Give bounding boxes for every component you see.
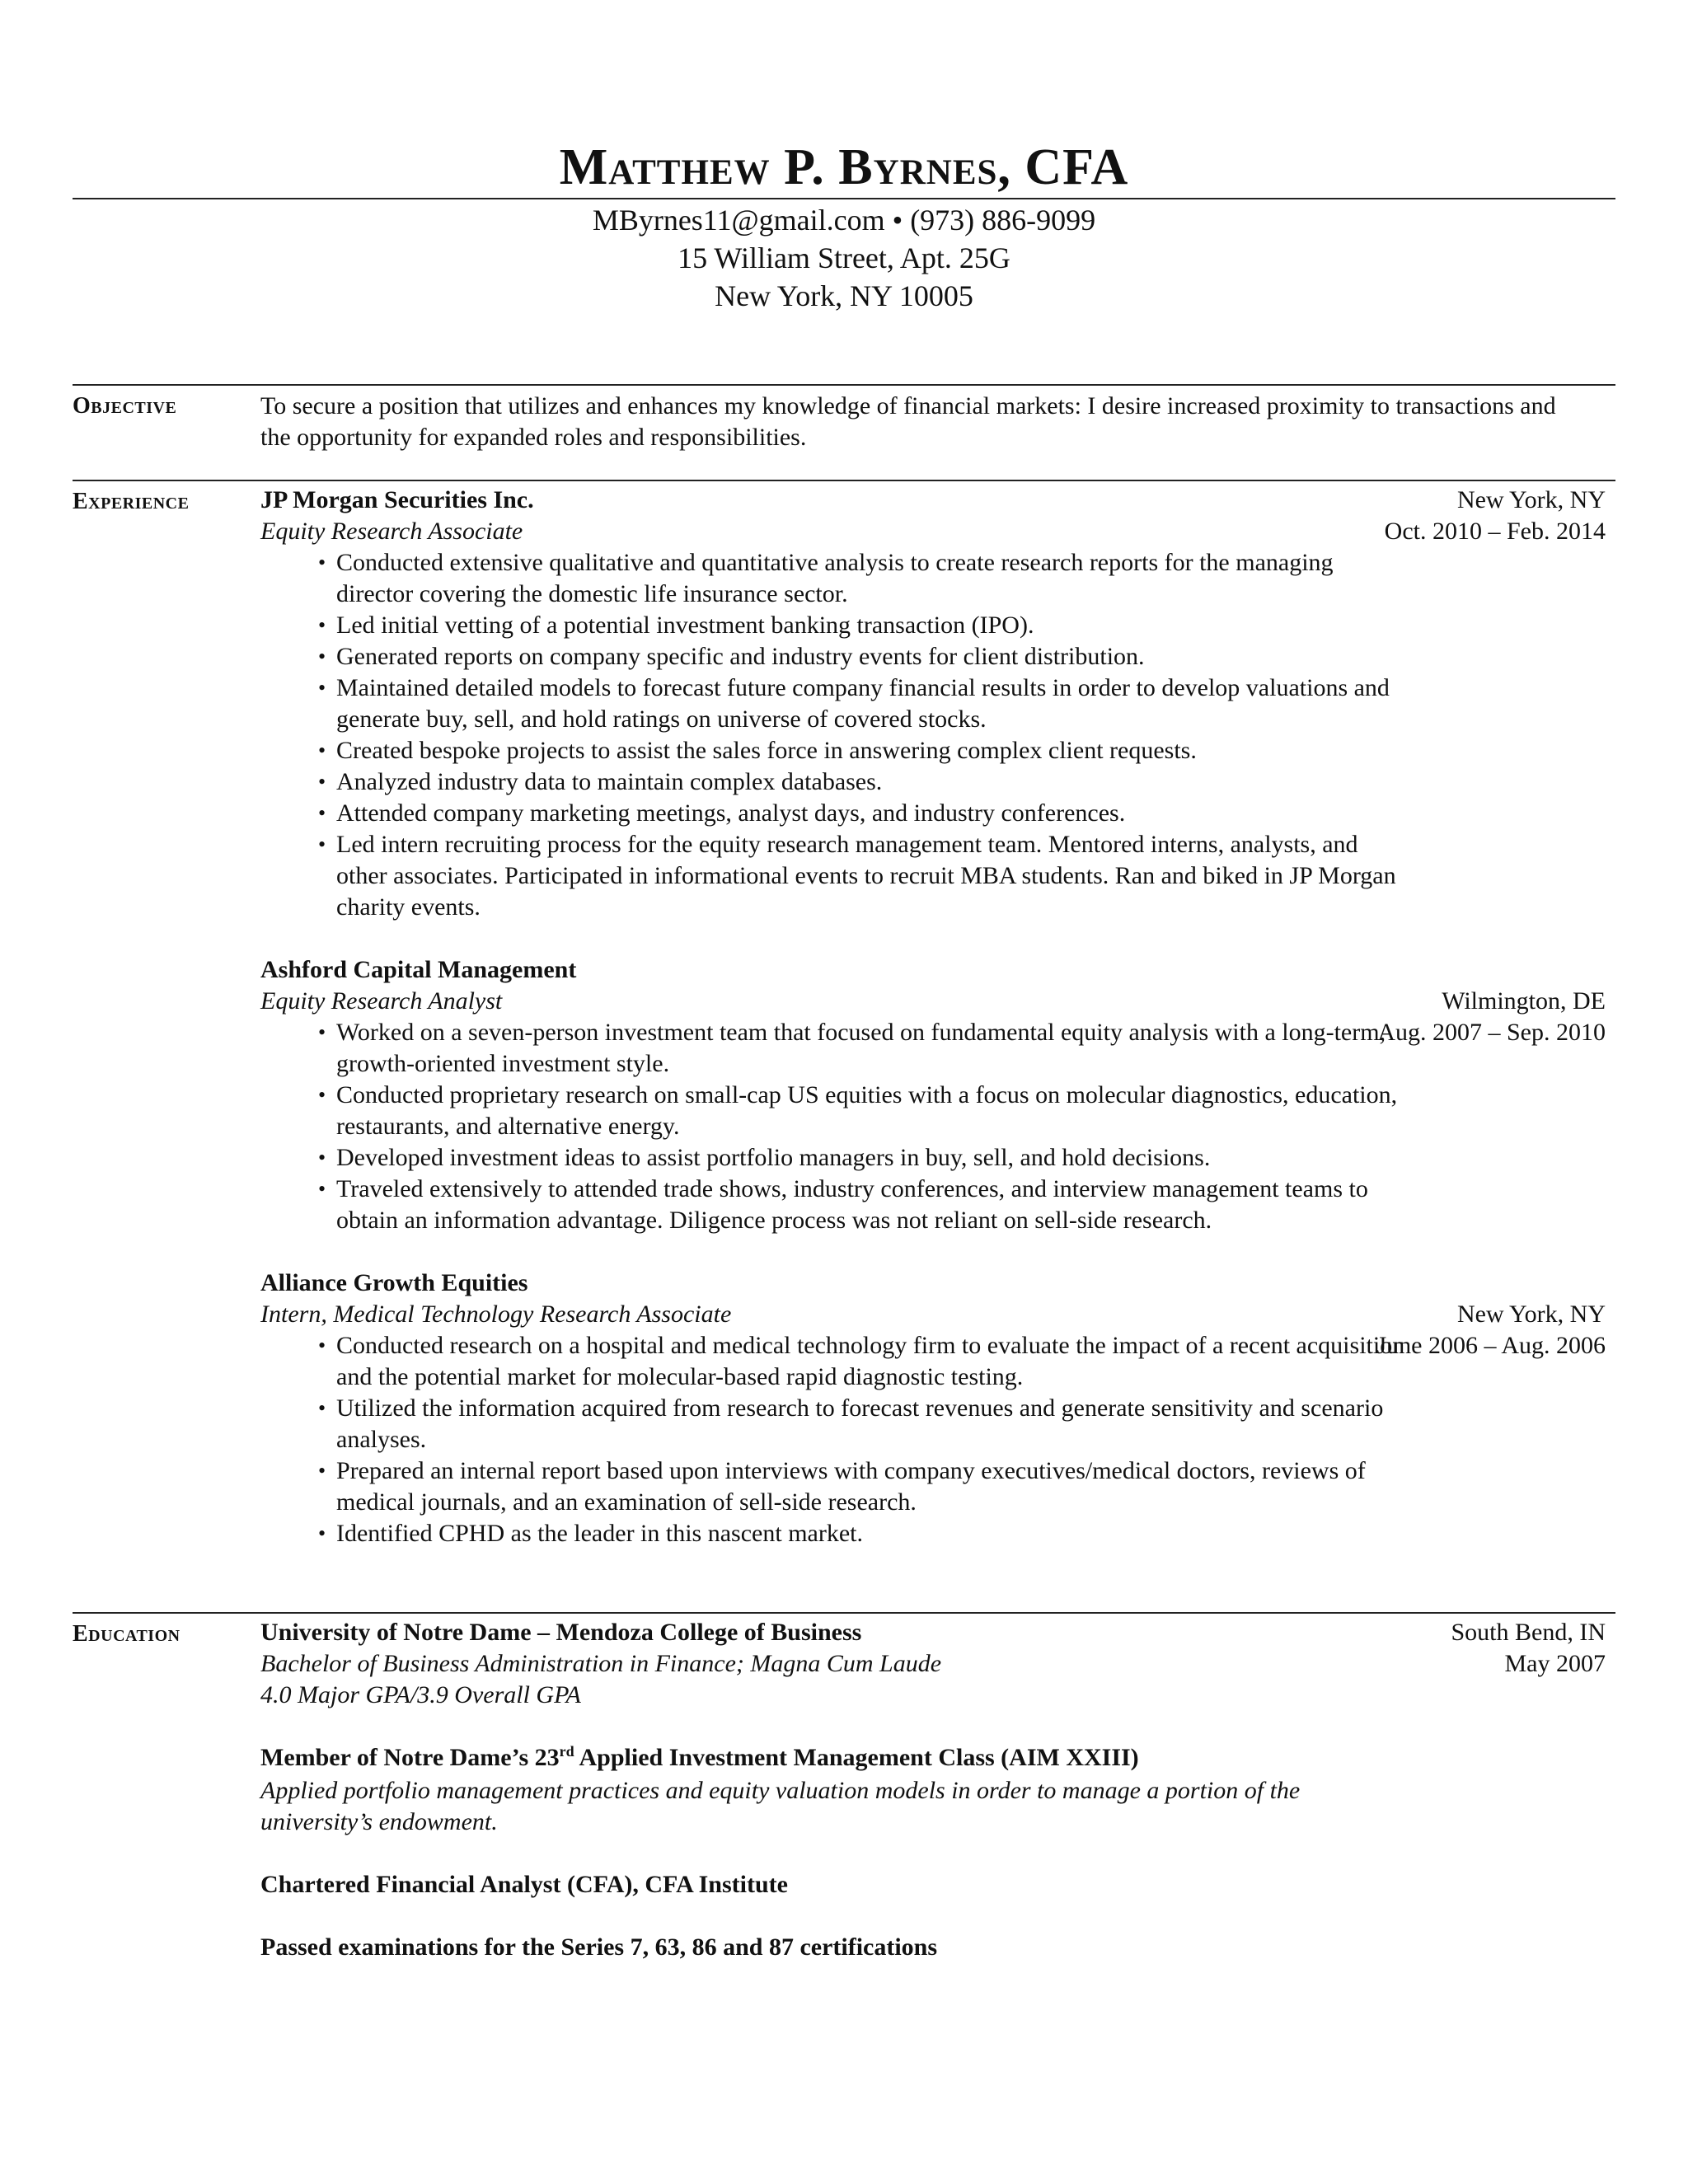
degree: Bachelor of Business Administration in Finance; Magna Cum Laude (260, 1650, 942, 1677)
bullet-item: • Led initial vetting of a potential investment banking transaction (IPO). (260, 610, 1408, 641)
candidate-name: Matthew P. Byrnes, CFA (559, 139, 1129, 195)
bullet-item: • Traveled extensively to attended trade shows, industry conferences, and interview management teams to obtain an information advantage. Diligence process was not reliant on sell-side research. (260, 1174, 1408, 1236)
job-title: Equity Research Analyst (260, 987, 503, 1015)
bullet-item: • Conducted research on a hospital and medical technology firm to evaluate the impact of a recent acquisition and the potential market for molecular-based rapid diagnostic testing. (260, 1330, 1408, 1393)
bullet-item: • Identified CPHD as the leader in this nascent market. (260, 1518, 1408, 1549)
series-certifications: Passed examinations for the Series 7, 63, 86 and 87 certifications (260, 1933, 938, 1961)
school-location: South Bend, IN (1451, 1619, 1606, 1646)
aim-heading-suffix: Applied Investment Management Class (AIM XXIII) (574, 1744, 1139, 1771)
job-bullets (260, 1017, 1612, 1236)
job-location: New York, NY (1456, 486, 1606, 513)
education-label: Education (73, 1621, 181, 1647)
experience-label: Experience (73, 489, 190, 514)
job-location: Wilmington, DE (1442, 987, 1606, 1015)
bullet-item: • Utilized the information acquired from research to forecast revenues and generate sensitivity and scenario analyses. (260, 1393, 1408, 1455)
header-divider (73, 198, 1615, 199)
job-dates: June 2006 – Aug. 2006 (1376, 1332, 1606, 1359)
bullet-item: • Created bespoke projects to assist the sales force in answering complex client requests. (260, 735, 1408, 766)
job-title: Intern, Medical Technology Research Associate (260, 1301, 732, 1328)
bullet-item: • Generated reports on company specific and industry events for client distribution. (260, 641, 1408, 673)
education-block (260, 1617, 1612, 1963)
job-bullets (260, 1330, 1612, 1549)
cfa-credential: Chartered Financial Analyst (CFA), CFA Institute (260, 1871, 788, 1898)
job-dates: Aug. 2007 – Sep. 2010 (1377, 1019, 1606, 1046)
job-company: JP Morgan Securities Inc. (260, 486, 534, 513)
education-divider (73, 1612, 1615, 1614)
bullet-item: • Developed investment ideas to assist portfolio managers in buy, sell, and hold decisions. (260, 1142, 1408, 1174)
aim-heading-superscript: rd (559, 1743, 574, 1760)
job-dates: Oct. 2010 – Feb. 2014 (1384, 518, 1606, 545)
bullet-item: • Attended company marketing meetings, analyst days, and industry conferences. (260, 798, 1408, 829)
aim-heading-prefix: Member of Notre Dame’s 23 (260, 1744, 560, 1771)
job-title: Equity Research Associate (260, 518, 523, 545)
address-line-1: 15 William Street, Apt. 25G (678, 241, 1010, 274)
objective-text: To secure a position that utilizes and enhances my knowledge of financial markets: I desire increased proximity to transactions and the opportunity for expanded roles and responsibilities. (260, 392, 1556, 451)
experience-block (260, 485, 1612, 1549)
job-bullets (260, 547, 1612, 923)
objective-label: Objective (73, 393, 177, 419)
gpa: 4.0 Major GPA/3.9 Overall GPA (260, 1681, 581, 1708)
objective-divider (73, 384, 1615, 386)
address-line-2: New York, NY 10005 (715, 279, 973, 312)
bullet-item: • Prepared an internal report based upon interviews with company executives/medical doctors, reviews of medical journals, and an examination of sell-side research. (260, 1455, 1408, 1518)
graduation-date: May 2007 (1504, 1650, 1606, 1677)
aim-heading (260, 1742, 1612, 1775)
aim-description: Applied portfolio management practices and equity valuation models in order to manage a portion of the university’s endowment. (260, 1777, 1301, 1835)
email-phone: MByrnes11@gmail.com • (973) 886-9099 (592, 204, 1096, 237)
job-location: New York, NY (1456, 1301, 1606, 1328)
bullet-item: • Conducted extensive qualitative and quantitative analysis to create research reports for the managing director covering the domestic life insurance sector. (260, 547, 1408, 610)
bullet-item: • Led intern recruiting process for the equity research management team. Mentored interns, analysts, and other associates. Participated in informational events to recruit MBA students. Ran and biked in JP Morgan charity events. (260, 829, 1408, 923)
bullet-item: • Analyzed industry data to maintain complex databases. (260, 766, 1408, 798)
bullet-item: • Maintained detailed models to forecast future company financial results in order to develop valuations and generate buy, sell, and hold ratings on universe of covered stocks. (260, 673, 1408, 735)
job-company: Alliance Growth Equities (260, 1269, 528, 1296)
school-name: University of Notre Dame – Mendoza College of Business (260, 1619, 862, 1646)
contact-block (73, 201, 1615, 315)
experience-divider (73, 480, 1615, 481)
job-company: Ashford Capital Management (260, 956, 577, 983)
bullet-item: • Worked on a seven-person investment team that focused on fundamental equity analysis with a long-term, growth-oriented investment style. (260, 1017, 1408, 1080)
bullet-item: • Conducted proprietary research on small-cap US equities with a focus on molecular diagnostics, education, restaurants, and alternative energy. (260, 1080, 1408, 1142)
